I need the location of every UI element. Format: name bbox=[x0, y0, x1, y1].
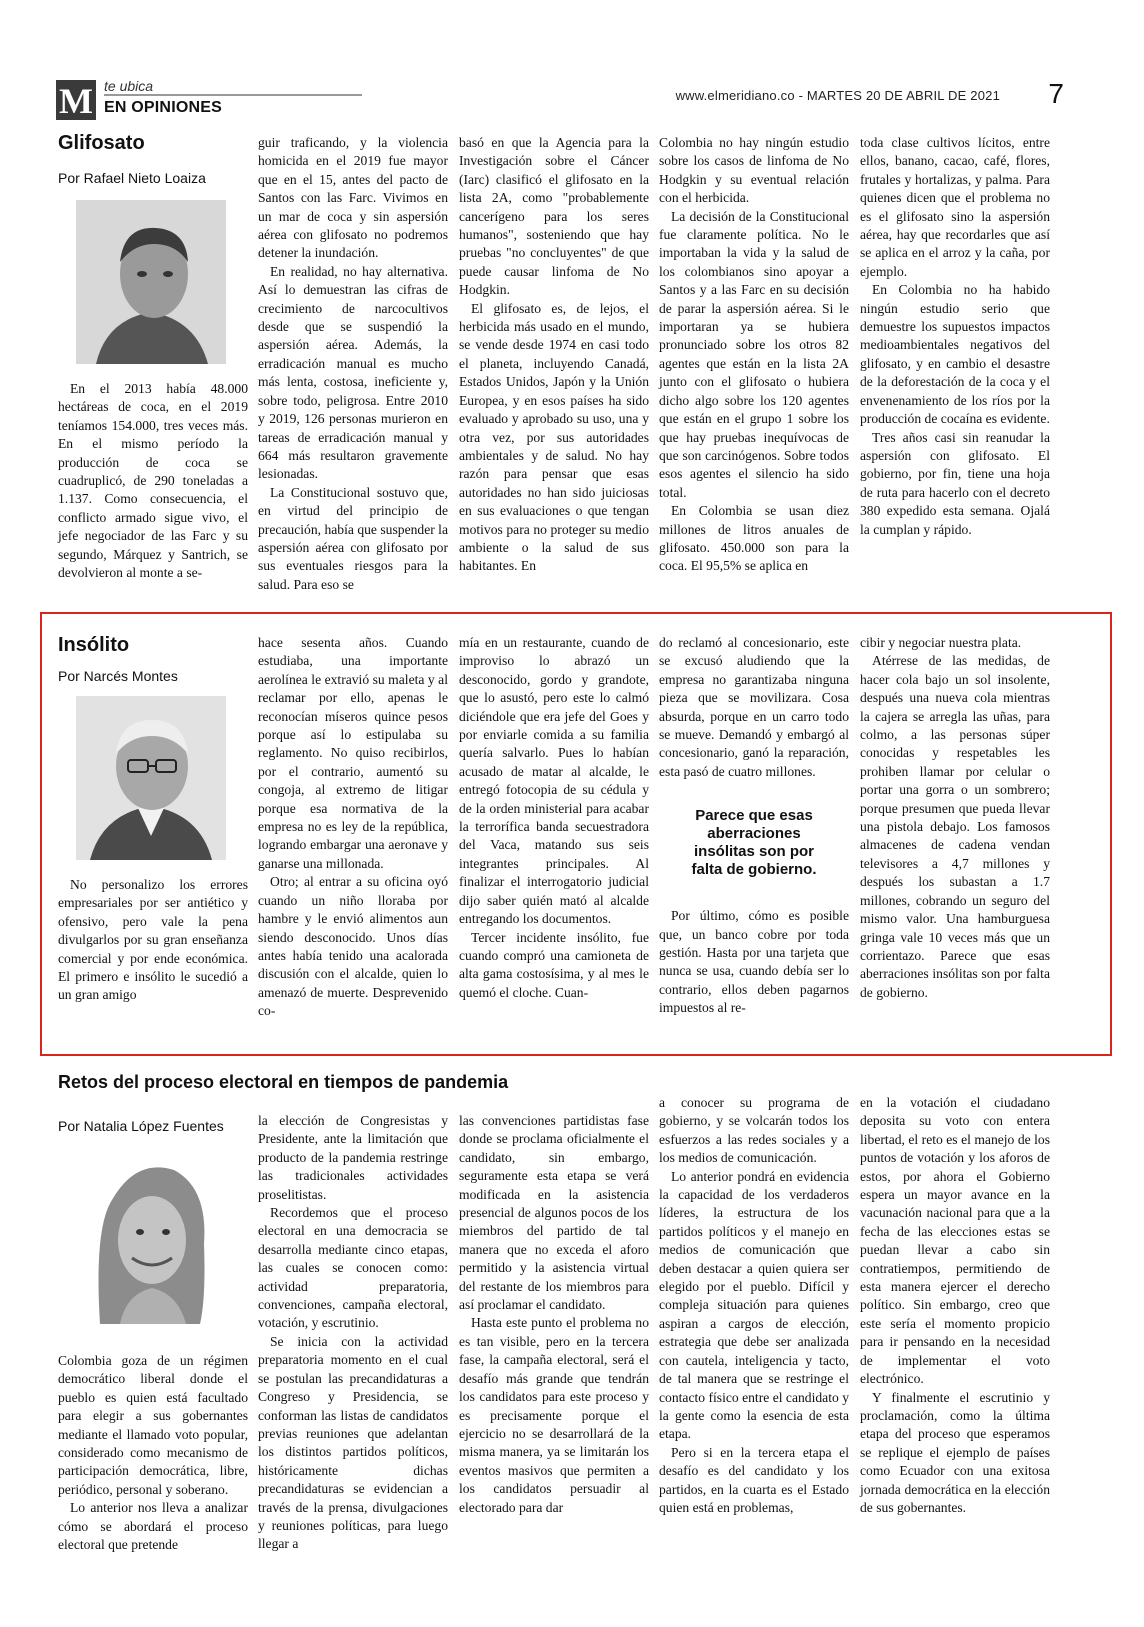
column-5 bbox=[860, 1094, 1050, 1568]
paragraph: Tres años casi sin reanudar la aspersión con glifosato. El gobierno, por fin, tiene una hoja de ruta para hacerlo con el decreto 380 expedido esta semana. Ojalá la cumplan y rápido. bbox=[860, 429, 1050, 537]
paragraph: en la votación el ciudadano deposita su voto con entera libertad, el reto es el manejo de los puntos de votación y los aforos de estos, por ahora el Gobierno espera un mayor avance en la vacunación nacional para que a la fecha de las elecciones estas se puedan llevar a cabo sin contratiempos, permitiendo de esta manera ejercer el derecho político. Sin embargo, creo que este sería el momento propicio para ir pensando en la necesidad de implementar el voto electrónico. bbox=[860, 1095, 1050, 1387]
column-3 bbox=[459, 1112, 649, 1568]
column-2 bbox=[258, 134, 448, 592]
article-byline: Por Narcés Montes bbox=[58, 668, 178, 684]
paragraph: Lo anterior pondrá en evidencia la capacidad de los verdaderos líderes, la estructura de los partidos políticos y el manejo en medios de comunicación que deben destacar a quien quiera ser elegido por el pueblo. Difícil y compleja situación para quienes aspiran a cargos de elección, estrategia que debe ser analizada con cautela, inteligencia y tacto, de tal manera que se restringe el contacto físico entre el candidato y la gente como la esencia de esta etapa. bbox=[659, 1168, 849, 1442]
author-photo bbox=[76, 1148, 226, 1324]
column-1 bbox=[58, 876, 248, 1006]
paragraph: En Colombia se usan diez millones de litros anuales de glifosato. 450.000 son para la coca. El 95,5% se aplica en bbox=[659, 503, 849, 574]
paragraph: Recordemos que el proceso electoral en una democracia se desarrolla mediante cinco etapas, las cuales se conocen como: actividad preparatoria, convenciones, campaña electoral, votación, y escrutinio. bbox=[258, 1205, 448, 1331]
paragraph: Se inicia con la actividad preparatoria momento en el cual se postulan las precandidaturas a Congreso y Presidencia, se conforman las listas de candidatos previas reuniones que adelantan los distintos partidos políticos, históricamente dichas precandidaturas se evidencian a través de la prensa, divulgaciones y reuniones políticas, para luego llegar a bbox=[258, 1333, 448, 1552]
column-5 bbox=[860, 634, 1050, 1006]
column-3 bbox=[459, 134, 649, 576]
article-title: Glifosato bbox=[58, 132, 145, 154]
paragraph: En Colombia no ha habido ningún estudio serio que demuestre los supuestos impactos medioambientales negativos del glifosato, y en cambio el desastre de la deforestación de la coca y el envenenamiento de los ríos por la producción de cocaína es evidente. bbox=[860, 282, 1050, 427]
article-title: Retos del proceso electoral en tiempos de pandemia bbox=[58, 1072, 509, 1092]
column-3 bbox=[459, 634, 649, 1006]
author-photo bbox=[76, 696, 226, 860]
paragraph: Atérrese de las medidas, de hacer cola bajo un sol insolente, después una nueva cola mientras la cajera se arregla las uñas, para colmo, a las personas súper conocidas y respetables les prohiben llamar por celular o portar una gorra o un sombrero; porque presumen que pueda llevar una pistola debajo. Los famosos almacenes de cadena vendan televisores a 4,7 millones y después los subastan a 1.7 millones, cobrando un seguro del mismo valor. Una hamburguesa gringa vale 10 veces más que un corrientazo. Parece que esas aberraciones insólitas son por falta de gobierno. bbox=[860, 653, 1050, 1000]
paragraph: En realidad, no hay alternativa. Así lo demuestran las cifras de crecimiento de narcocultivos desde que se suspendió la aspersión aérea. Además, la erradicación manual es mucho más lenta, costosa, ineficiente y, sobre todo, peligrosa. Entre 2010 y 2019, 126 personas murieron en tareas de erradicación manual y 664 más resultaron gravemente lesionadas. bbox=[258, 263, 448, 482]
column-4 bbox=[659, 134, 849, 576]
paragraph: Por último, cómo es posible que, un banco cobre por toda gestión. Hasta por una tarjeta que nunca se usa, cuando debía ser lo contrario, ellos deben pagarnos impuestos al re- bbox=[659, 908, 849, 1016]
column-2 bbox=[258, 1112, 448, 1568]
pull-quote: Parece que esas aberraciones insólitas son por falta de gobierno. bbox=[691, 807, 817, 879]
page-number: 7 bbox=[1048, 78, 1064, 109]
masthead bbox=[56, 76, 1096, 124]
author-portrait-icon bbox=[76, 1148, 226, 1324]
paragraph: Lo anterior nos lleva a analizar cómo se abordará el proceso electoral que pretende bbox=[58, 1500, 248, 1553]
paragraph: cibir y negociar nuestra plata. bbox=[860, 635, 1022, 650]
paragraph: En el 2013 había 48.000 hectáreas de coca, en el 2019 teníamos 154.000, tres veces más. En el mismo período la producción de coca se cuadruplicó, de 290 toneladas a 1.137. Como consecuencia, el conflicto armado sigue vivo, el jefe negociador de las Farc y su segundo, Márquez y Santrich, se devolvieron al monte a se- bbox=[58, 381, 248, 581]
paragraph: Otro; al entrar a su oficina oyó cuando un niño lloraba por hambre y le envió alimentos aun siendo desconocido. Unos días antes había tenido una acalorada discusión con el alcalde, quien lo amenazó de muerte. Desprevenido co- bbox=[258, 874, 448, 1019]
column-1 bbox=[58, 380, 248, 581]
paragraph: El glifosato es, de lejos, el herbicida más usado en el mundo, se vende desde 1974 en casi todo el planeta, incluyendo Canadá, Estados Unidos, Japón y la Unión Europea, y en esos países ha sido evaluado y aprobado su uso, una y otra vez, por sus autoridades ambientales y de salud. No hay razón para pensar que esas autoridades no han sido juiciosas en sus evaluaciones o que tengan motivos para no proteger su medio ambiente o la salud de sus habitantes. En bbox=[459, 300, 649, 574]
paragraph: Colombia goza de un régimen democrático liberal donde el pueblo es quien está facultado para elegir a sus gobernantes mediante el llamado voto popular, considerado como mecanismo de participación democrática, libre, periódico, personal y soberano. bbox=[58, 1353, 248, 1497]
column-1 bbox=[58, 1352, 248, 1568]
author-portrait-icon bbox=[76, 200, 226, 364]
site-and-date: www.elmeridiano.co - MARTES 20 DE ABRIL DE 2021 bbox=[675, 88, 1000, 103]
svg-text:M: M bbox=[59, 81, 93, 121]
article-byline: Por Rafael Nieto Loaiza bbox=[58, 170, 206, 186]
author-portrait-icon bbox=[76, 696, 226, 860]
paragraph: mía en un restaurante, cuando de improviso lo abrazó un desconocido, gordo y grandote, que lo asustó, pero este lo calmó diciéndole que era jefe del Goes y por enviarle comida a su familia quería salvarlo. Pues lo habían acusado de matar al alcalde, le entregó fotocopia de su cédula y de la orden ministerial para acabar la terrorífica banda secuestradora del Vaca, matando sus seis integrantes principales. Al finalizar el interrogatorio judicial dijo saber quién mató al alcalde entregando los documentos. bbox=[459, 635, 649, 927]
column-2 bbox=[258, 634, 448, 1019]
column-4 bbox=[659, 634, 849, 1016]
article-title: Insólito bbox=[58, 634, 130, 656]
paragraph: Y finalmente el escrutinio y proclamación, como la última etapa del proceso que esperamos se replique el ejemplo de países como Ecuador con una exitosa jornada democrática en la elección de sus gobernantes. bbox=[860, 1389, 1050, 1515]
paragraph: la elección de Congresistas y Presidente, ante la limitación que producto de la pandemia restringe las tradicionales actividades proselitistas. bbox=[258, 1113, 448, 1202]
paragraph: No personalizo los errores empresariales por ser antiético y ofensivo, pero vale la pena divulgarlos por su gran enseñanza comercial y por ende económica. El primero e insólito le sucedió a un gran amigo bbox=[58, 877, 248, 1003]
paragraph: a conocer su programa de gobierno, y se volcarán todos los esfuerzos a las redes sociales y a los medios de comunicación. bbox=[659, 1095, 849, 1166]
paragraph: La decisión de la Constitucional fue claramente política. No le importaban la vida y la salud de los colombianos sino apoyar a Santos y a las Farc en su decisión de parar la aspersión aérea. Si le importaran ya se hubiera pronunciado sobre los otros 82 agentes que están en la lista 2A junto con el glifosato o hubiera dicho algo sobre los 120 agentes que están en el grupo 1 sobre los que hay pruebas inequívocas de que son carcinógenos. Sobre todos esos agentes el silencio ha sido total. bbox=[659, 208, 849, 500]
article-byline: Por Natalia López Fuentes bbox=[58, 1118, 224, 1134]
paragraph: hace sesenta años. Cuando estudiaba, una importante aerolínea le extravió su maleta y al reclamar por ello, apenas le reconocían míseros quince pesos porque así lo estipulaba su reglamento. No quiso recibirlos, por el contrario, aumentó su congoja, al extremo de litigar porque esa normativa de la empresa no es ley de la república, logrando embargar una aeronave y ganarse una millonada. bbox=[258, 635, 448, 871]
paragraph: do reclamó al concesionario, este se excusó aludiendo que la empresa no garantizaba ninguna pieza que se movilizara. Cosa absurda, porque en un carro todo se mueve. Demandó y embargó al concesionario, ganó la reparación, esta pasó de cuatro millones. bbox=[659, 635, 849, 779]
paragraph: las convenciones partidistas fase donde se proclama oficialmente el candidato, sin embargo, seguramente esta etapa se verá modificada en la asistencia presencial de algunos pocos de los miembros del partido de tal manera que no exceda el aforo permitido y la asistencia virtual del restante de los miembros para así proclamar el candidato. bbox=[459, 1113, 649, 1313]
paragraph: La Constitucional sostuvo que, en virtud del principio de precaución, había que suspender la aspersión aérea con glifosato por sus eventuales riesgos para la salud. Para eso se bbox=[258, 484, 448, 592]
paragraph: Colombia no hay ningún estudio sobre los casos de linfoma de No Hodgkin y su eventual relación con el herbicida. bbox=[659, 135, 849, 206]
paragraph: basó en que la Agencia para la Investigación sobre el Cáncer (Iarc) clasificó el glifosato en la lista 2A, como "probablemente cancerígeno para los seres humanos", sosteniendo que hay pruebas "no concluyentes" de que puede causar linfoma de No Hodgkin. bbox=[459, 135, 649, 298]
tagline: te ubica bbox=[104, 78, 154, 94]
logo-m-icon bbox=[56, 80, 96, 120]
column-5 bbox=[860, 134, 1050, 576]
header-rule bbox=[104, 94, 362, 96]
paragraph: Pero si en la tercera etapa el desafío es del candidato y los partidos, en la cuarta es el Estado quien está en problemas, bbox=[659, 1444, 849, 1515]
paragraph: toda clase cultivos lícitos, entre ellos, banano, cacao, café, flores, frutales y hortalizas, y palma. Para quienes dicen que el problema no es el glifosato sino la aspersión aérea, hay que recordarles que así se aplica en el arroz y la caña, por ejemplo. bbox=[860, 135, 1050, 279]
paragraph: Hasta este punto el problema no es tan visible, pero en la tercera fase, la campaña electoral, será el desafío más grande que tendrán los candidatos para este proceso y es precisamente porque el ejercicio no se desarrollará de la misma manera, ya se limitarán los eventos masivos que permiten a los candidatos persuadir al electorado para dar bbox=[459, 1315, 649, 1515]
section-title: EN OPINIONES bbox=[104, 99, 222, 116]
el-meridiano-logo bbox=[56, 80, 96, 120]
column-4 bbox=[659, 1094, 849, 1568]
paragraph: guir traficando, y la violencia homicida en el 2019 fue mayor que en el 15, antes del pacto de Santos con las Farc. Vivimos en un mar de coca y sin aspersión aérea con glifosato no podremos detener la inundación. bbox=[258, 135, 448, 261]
author-photo bbox=[76, 200, 226, 364]
paragraph: Tercer incidente insólito, fue cuando compró una camioneta de alta gama costosísima, y al mes le quemó el cloche. Cuan- bbox=[459, 929, 649, 1000]
